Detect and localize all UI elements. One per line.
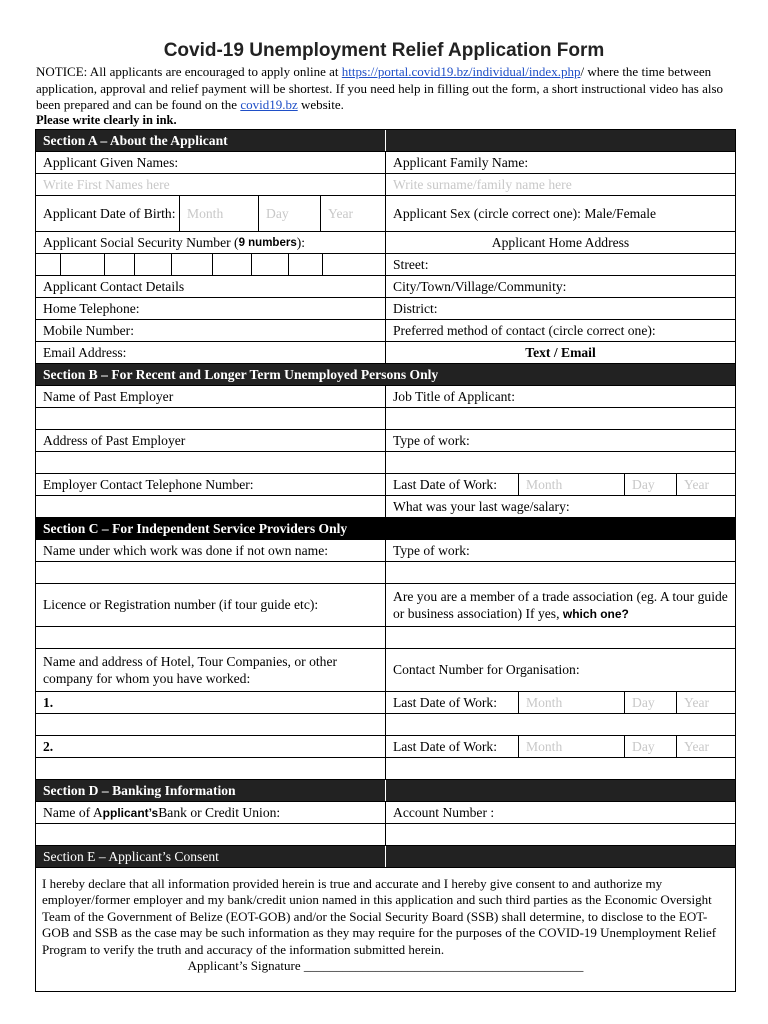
bank-label-applicant: pplicant’s (102, 805, 159, 820)
c-type-of-work-field[interactable] (385, 562, 735, 583)
section-b-title: Section B – For Recent and Longer Term Unemployed Persons Only (43, 366, 439, 382)
covid19-link[interactable]: covid19.bz (240, 97, 298, 112)
c2-year-field[interactable]: Year (676, 736, 735, 757)
last-date-day-field[interactable]: Day (624, 474, 676, 495)
name-under-label: Name under which work was done if not own name: (43, 542, 329, 558)
trade-association-field[interactable] (385, 627, 735, 648)
consent-block (36, 867, 735, 991)
employer-telephone-label: Employer Contact Telephone Number: (43, 476, 254, 492)
mobile-number-label[interactable]: Mobile Number: (43, 322, 134, 338)
trade-association-label (385, 584, 735, 626)
text-email-choice[interactable]: Text / Email (385, 342, 735, 363)
type-of-work-field[interactable] (385, 452, 735, 473)
given-names-label: Applicant Given Names: (43, 154, 179, 170)
bank-name-label (36, 802, 385, 823)
dob-label: Applicant Date of Birth: (43, 206, 176, 221)
c1-day-field[interactable]: Day (624, 692, 676, 713)
family-name-field[interactable]: Write surname/family name here (385, 174, 735, 195)
c2-blank[interactable] (385, 758, 735, 779)
trade-association-text: Are you are a member of a trade association (eg. A tour guide or business association) If yes, (393, 588, 728, 621)
account-number-field[interactable] (385, 824, 735, 845)
ssn-count: 9 numbers (238, 236, 297, 249)
bank-label-pre: Name of A (43, 804, 103, 820)
ssn-label-end: ): (296, 234, 306, 250)
ssn-box[interactable] (251, 254, 288, 275)
section-c-header (36, 517, 735, 539)
job-title-label: Job Title of Applicant: (385, 386, 735, 407)
bank-name-field[interactable] (36, 824, 385, 845)
c1-last-date-label: Last Date of Work: (385, 692, 518, 713)
last-date-year-field[interactable]: Year (676, 474, 735, 495)
contact-details-label: Applicant Contact Details (43, 278, 185, 294)
ink-note: Please write clearly in ink. (36, 113, 177, 127)
ssn-box[interactable] (212, 254, 251, 275)
c1-blank[interactable] (385, 714, 735, 735)
signature-line[interactable]: Applicant’s Signature ___________________________________________ (187, 958, 584, 974)
ssn-boxes-row (36, 253, 735, 275)
section-c-title: Section C – For Independent Service Providers Only (43, 520, 348, 536)
ssn-box[interactable] (171, 254, 212, 275)
dob-day-field[interactable]: Day (258, 196, 320, 231)
licence-field[interactable] (36, 627, 385, 648)
notice-mid: / where the time between application, approval and relief payment will be shortest. If you need help in filling out the form, a short instructional video has also been prepared and can be found on the (36, 64, 724, 112)
city-label[interactable]: City/Town/Village/Community: (385, 276, 735, 297)
preferred-contact-label: Preferred method of contact (circle correct one): (385, 320, 735, 341)
last-wage-label[interactable]: What was your last wage/salary: (385, 496, 735, 517)
employer-address-label: Address of Past Employer (43, 432, 186, 448)
company-1-label[interactable]: 1. (43, 694, 54, 710)
section-e-header (36, 845, 735, 867)
street-label[interactable]: Street: (385, 254, 735, 275)
hotel-company-label: Name and address of Hotel, Tour Companies, or other company for whom you have worked: (43, 654, 338, 686)
consent-text: I hereby declare that all information provided herein is true and accurate and I hereby give consent to and authorize my employer/former employer and my bank/credit union named in this application and such third parties as the Economic Oversight Team of the Government of Belize (EOT-GOB) and/or the Social Security Board (SSB) shall determine, to disclose to the EOT-GOB and SSB as the case may be such information as they may require for the purposes of the COVID-19 Unemployment Relief Program to verify the truth and accuracy of the information submitted herein. (42, 876, 717, 957)
section-d-title: Section D – Banking Information (43, 782, 236, 798)
family-name-label: Applicant Family Name: (385, 152, 735, 173)
c1-year-field[interactable]: Year (676, 692, 735, 713)
portal-link[interactable]: https://portal.covid19.bz/individual/index.php (341, 64, 581, 79)
ssn-box[interactable] (36, 254, 60, 275)
section-d-header-blank (385, 780, 735, 801)
org-contact-label: Contact Number for Organisation: (385, 649, 735, 691)
c-type-of-work-label: Type of work: (385, 540, 735, 561)
ssn-label (36, 232, 385, 253)
which-one-text: which one? (562, 606, 629, 621)
employer-address-field[interactable] (36, 452, 385, 473)
application-form (35, 129, 736, 992)
section-e-title: Section E – Applicant’s Consent (43, 848, 219, 864)
section-b-header (36, 363, 735, 385)
dob-month-field[interactable]: Month (179, 196, 258, 231)
form-title: Covid-19 Unemployment Relief Application Form (163, 40, 605, 61)
c2-last-date-label: Last Date of Work: (385, 736, 518, 757)
licence-label: Licence or Registration number (if tour guide etc): (43, 597, 319, 612)
last-date-label: Last Date of Work: (385, 474, 518, 495)
section-a-header-blank (385, 130, 735, 151)
ssn-box[interactable] (60, 254, 104, 275)
home-address-label: Applicant Home Address (385, 232, 735, 253)
company-1-field[interactable] (36, 714, 385, 735)
c1-month-field[interactable]: Month (518, 692, 624, 713)
district-label[interactable]: District: (385, 298, 735, 319)
notice-suffix: website. (297, 97, 344, 112)
notice-prefix: NOTICE: All applicants are encouraged to apply online at (36, 64, 342, 79)
section-d-header (36, 779, 735, 801)
ssn-box[interactable] (322, 254, 385, 275)
section-a-title: Section A – About the Applicant (43, 132, 228, 148)
last-date-month-field[interactable]: Month (518, 474, 624, 495)
employer-telephone-field[interactable] (36, 496, 385, 517)
section-e-header-blank (385, 846, 735, 867)
ssn-label-text: Applicant Social Security Number ( (43, 234, 239, 250)
c2-day-field[interactable]: Day (624, 736, 676, 757)
section-a-header (36, 130, 735, 151)
notice-text (36, 64, 736, 114)
ssn-box[interactable] (134, 254, 171, 275)
sex-label[interactable]: Applicant Sex (circle correct one): Male/Female (385, 196, 735, 231)
past-employer-label: Name of Past Employer (43, 388, 174, 404)
c2-month-field[interactable]: Month (518, 736, 624, 757)
ssn-box[interactable] (104, 254, 134, 275)
ssn-box[interactable] (288, 254, 322, 275)
account-number-label: Account Number : (385, 802, 735, 823)
dob-year-field[interactable]: Year (320, 196, 385, 231)
given-names-field[interactable]: Write First Names here (43, 176, 170, 192)
home-telephone-label[interactable]: Home Telephone: (43, 300, 140, 316)
bank-label-post: Bank or Credit Union: (158, 804, 281, 820)
type-of-work-label: Type of work: (385, 430, 735, 451)
company-2-field[interactable] (36, 758, 385, 779)
email-address-label[interactable]: Email Address: (43, 344, 127, 360)
company-2-label[interactable]: 2. (43, 738, 54, 754)
job-title-field[interactable] (385, 408, 735, 429)
past-employer-field[interactable] (36, 408, 385, 429)
name-under-field[interactable] (36, 562, 385, 583)
